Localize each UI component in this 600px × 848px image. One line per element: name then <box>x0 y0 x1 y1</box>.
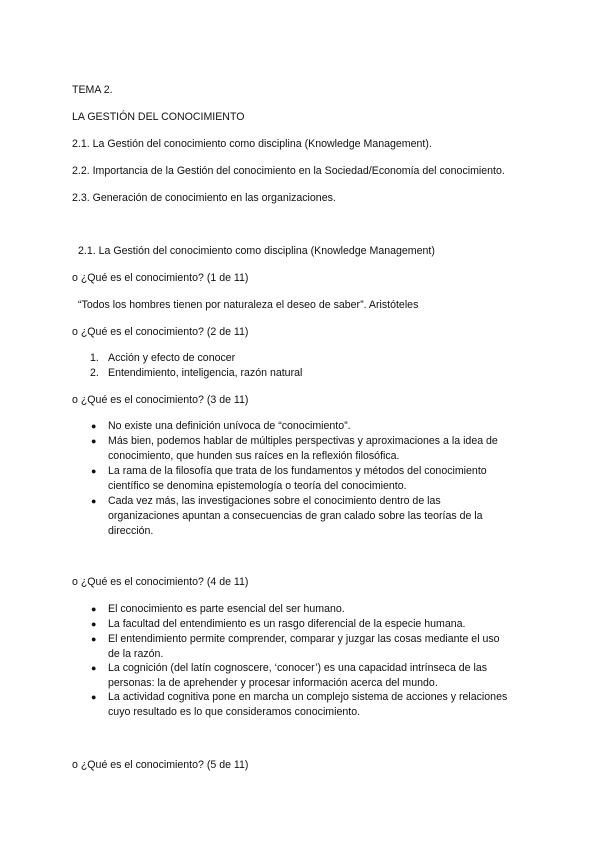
section-title: 2.1. La Gestión del conocimiento como disciplina (Knowledge Management) <box>78 245 435 257</box>
list-item-text: No existe una definición unívoca de “conocimiento”. <box>108 420 351 432</box>
bullet-icon: ● <box>91 421 97 431</box>
list-item <box>91 464 508 494</box>
bullet-icon: ● <box>91 466 97 476</box>
block-heading: o ¿Qué es el conocimiento? (2 de 11) <box>72 326 249 338</box>
list-item-text: La rama de la filosofía que trata de los fundamentos y métodos del conocimiento científico se denomina epistemología o teoría del conocimiento. <box>108 465 487 492</box>
block-heading: o ¿Qué es el conocimiento? (4 de 11) <box>72 576 249 588</box>
bullet-icon: ● <box>91 496 97 506</box>
list-item-text: Más bien, podemos hablar de múltiples perspectivas y aproximaciones a la idea de conocimiento, que hunden sus raíces en la reflexión filosófica. <box>108 435 498 462</box>
list-item-text: Entendimiento, inteligencia, razón natural <box>108 367 303 379</box>
document-title: LA GESTIÓN DEL CONOCIMIENTO <box>72 111 245 123</box>
list-item <box>91 419 508 434</box>
toc-item: 2.3. Generación de conocimiento en las organizaciones. <box>72 192 336 204</box>
list-item-text: La actividad cognitiva pone en marcha un complejo sistema de acciones y relaciones cuyo resultado es lo que consideramos conocimiento. <box>108 691 508 718</box>
block-heading: o ¿Qué es el conocimiento? (3 de 11) <box>72 394 249 406</box>
bullet-icon: ● <box>91 619 97 629</box>
block-heading: o ¿Qué es el conocimiento? (1 de 11) <box>72 272 249 284</box>
list-item <box>90 366 508 381</box>
list-item <box>91 602 508 617</box>
list-item-text: Cada vez más, las investigaciones sobre el conocimiento dentro de las organizaciones apuntan a consecuencias de gran calado sobre las teorías de la dirección. <box>108 495 483 537</box>
list-item <box>91 434 508 464</box>
bullet-icon: ● <box>91 604 97 614</box>
list-marker: 2. <box>90 367 99 379</box>
tema-label: TEMA 2. <box>72 84 113 96</box>
bullet-icon: ● <box>91 663 97 673</box>
toc-item: 2.2. Importancia de la Gestión del conocimiento en la Sociedad/Economía del conocimiento. <box>72 165 505 177</box>
list-item-text: El entendimiento permite comprender, comparar y juzgar las cosas mediante el uso de la razón. <box>108 633 500 660</box>
list-item <box>91 661 508 691</box>
list-item <box>91 617 508 632</box>
list-item <box>91 494 508 539</box>
list-marker: 1. <box>90 352 99 364</box>
list-item-text: La facultad del entendimiento es un rasgo diferencial de la especie humana. <box>108 618 466 630</box>
bullet-icon: ● <box>91 436 97 446</box>
bullet-icon: ● <box>91 692 97 702</box>
toc-item: 2.1. La Gestión del conocimiento como disciplina (Knowledge Management). <box>72 138 432 150</box>
list-item-text: El conocimiento es parte esencial del ser humano. <box>108 603 345 615</box>
bullet-icon: ● <box>91 634 97 644</box>
block-heading: o ¿Qué es el conocimiento? (5 de 11) <box>72 759 249 771</box>
list-item <box>90 351 508 366</box>
list-item-text: La cognición (del latín cognoscere, ‘conocer’) es una capacidad intrínseca de las personas: la de aprehender y procesar información acerca del mundo. <box>108 662 488 689</box>
list-item <box>91 690 508 720</box>
list-item <box>91 632 508 662</box>
quote: “Todos los hombres tienen por naturaleza el deseo de saber”. Aristóteles <box>78 299 419 311</box>
list-item-text: Acción y efecto de conocer <box>108 352 236 364</box>
